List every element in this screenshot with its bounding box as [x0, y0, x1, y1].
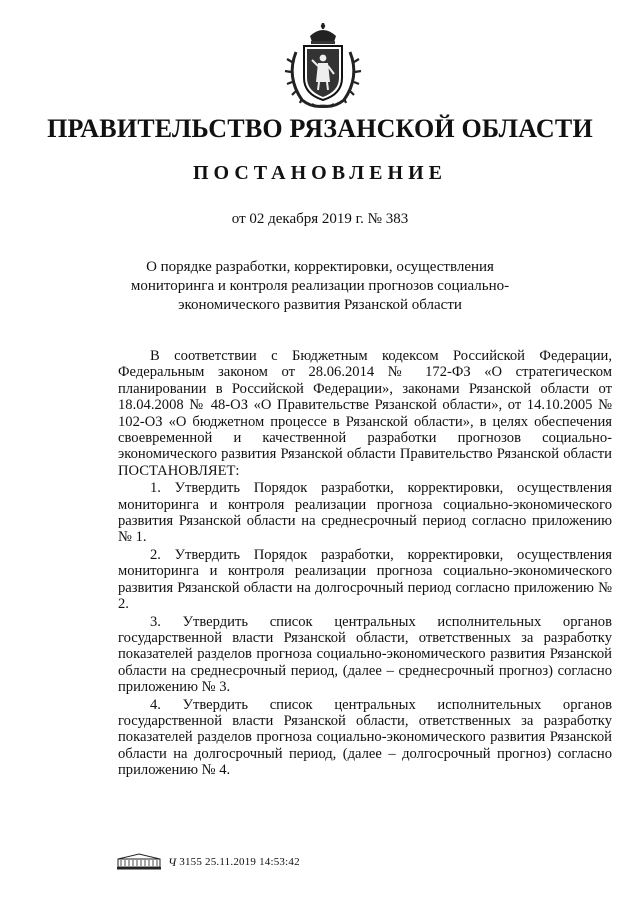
preamble-paragraph: В соответствии с Бюджетным кодексом Российской Федерации, Федеральным законом от 28.06.2014 № 172-ФЗ «О стратегическом планировании в Российской Федерации», законами Рязанской области от 18.04.2008 № 48-ОЗ «О Правительстве Рязанской области», от 14.10.2005 № 102-ОЗ «О бюджетном процессе в Рязанской области», в целях обеспечения своевременной и качественной разработки прогнозов социально-экономического развития Рязанской области Правительство Рязанской области ПОСТАНОВЛЯЕТ:: [118, 348, 612, 479]
coat-of-arms-icon: [282, 22, 364, 110]
printing-house-stamp-icon: [116, 853, 162, 871]
print-footer: [116, 852, 416, 872]
item-paragraph: 2. Утвердить Порядок разработки, корректировки, осуществления мониторинга и контроля реализации прогноза социально-экономического развития Рязанской области на долгосрочный период согласно приложению № 2.: [118, 546, 612, 613]
document-date-number: от 02 декабря 2019 г. № 383: [231, 211, 409, 227]
item-paragraph: 4. Утвердить список центральных исполнительных органов государственной власти Рязанской области, ответственных за разработку показателей разделов прогноза социально-экономического развития Рязанской области на долгосрочный период, (далее – долгосрочный прогноз) согласно приложению № 4.: [118, 696, 612, 779]
item-paragraph: 3. Утвердить список центральных исполнительных органов государственной власти Рязанской области, ответственных за разработку показателей разделов прогноза социально-экономического развития Рязанской области на среднесрочный период, (далее – среднесрочный прогноз) согласно приложению № 3.: [118, 613, 612, 696]
footer-mark: Ч: [168, 854, 177, 869]
document-type: ПОСТАНОВЛЕНИЕ: [193, 162, 447, 184]
government-title: ПРАВИТЕЛЬСТВО РЯЗАНСКОЙ ОБЛАСТИ: [47, 114, 593, 143]
document-subject: О порядке разработки, корректировки, осуществления мониторинга и контроля реализации прогнозов социально-экономического развития Рязанской области: [130, 259, 510, 313]
footer-print-code: 3155 25.11.2019 14:53:42: [179, 856, 300, 868]
item-paragraph: 1. Утвердить Порядок разработки, корректировки, осуществления мониторинга и контроля реализации прогноза социально-экономического развития Рязанской области на среднесрочный период согласно приложению № 1.: [118, 480, 612, 546]
document-body: [118, 348, 612, 779]
